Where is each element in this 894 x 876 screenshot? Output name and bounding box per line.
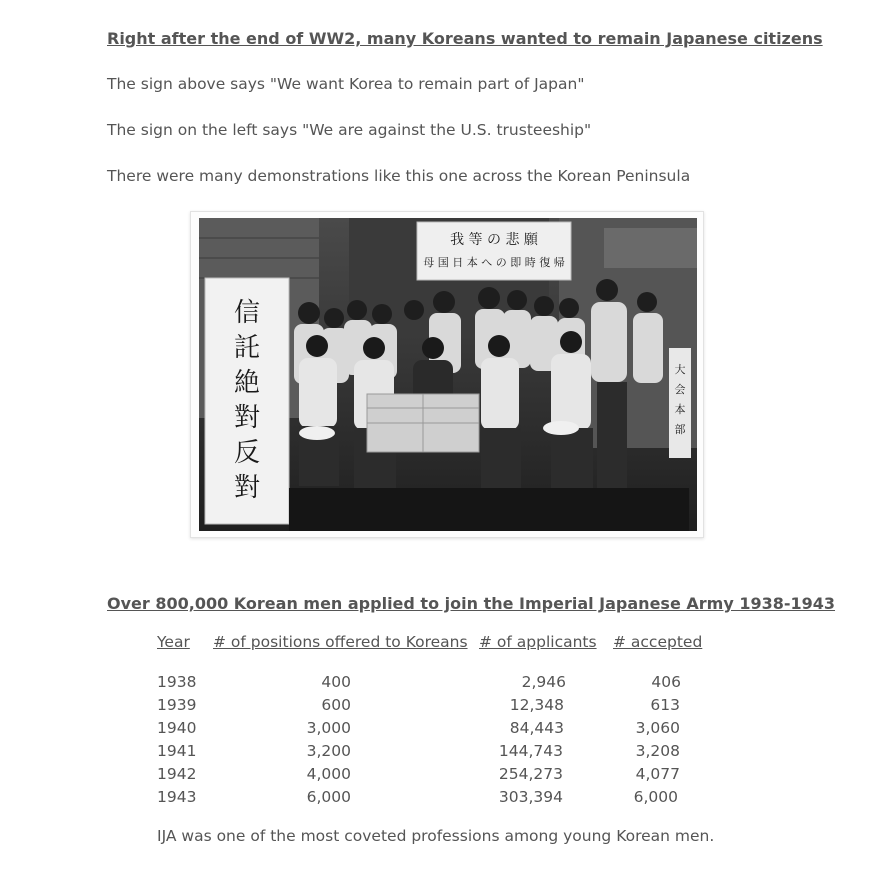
cell-year: 1940 [157, 719, 197, 737]
cell-accepted: 6,000 [633, 788, 678, 806]
banner-text-line1: 我 等 の 悲 願 [450, 232, 538, 248]
cell-applicants: 144,743 [498, 742, 563, 760]
right-sign-char-2: 会 [674, 383, 686, 396]
cell-positions: 4,000 [306, 765, 351, 783]
section-heading-ija: Over 800,000 Korean men applied to join the Imperial Japanese Army 1938-1943 [107, 594, 836, 613]
cell-applicants: 12,348 [509, 696, 564, 714]
left-sign-char-6: 對 [233, 473, 261, 503]
left-sign-char-4: 對 [233, 403, 261, 433]
footnote: IJA was one of the most coveted professions among young Korean men. [157, 827, 715, 845]
cell-positions: 3,000 [306, 719, 351, 737]
right-sign-char-4: 部 [674, 423, 686, 436]
cell-accepted: 3,208 [635, 742, 680, 760]
cell-accepted: 4,077 [635, 765, 680, 783]
cell-accepted: 406 [651, 673, 681, 691]
table-header-applicants: # of applicants [479, 633, 597, 651]
left-sign-char-5: 反 [233, 438, 261, 468]
right-sign-char-1: 大 [674, 363, 686, 376]
right-sign-char-3: 本 [674, 403, 686, 416]
cell-positions: 3,200 [306, 742, 351, 760]
cell-applicants: 303,394 [498, 788, 563, 806]
cell-positions: 600 [321, 696, 351, 714]
section-heading-ww2: Right after the end of WW2, many Koreans wanted to remain Japanese citizens [107, 29, 823, 48]
cell-year: 1938 [157, 673, 197, 691]
cell-year: 1942 [157, 765, 197, 783]
paragraph-sign-left: The sign on the left says "We are against the U.S. trusteeship" [107, 121, 592, 139]
table-header-positions: # of positions offered to Koreans [213, 633, 468, 651]
cell-year: 1943 [157, 788, 197, 806]
left-sign-char-3: 絶 [233, 368, 261, 398]
cell-applicants: 84,443 [509, 719, 564, 737]
cell-applicants: 2,946 [521, 673, 566, 691]
cell-year: 1941 [157, 742, 197, 760]
historical-photo [190, 211, 704, 538]
cell-accepted: 613 [650, 696, 680, 714]
left-sign-char-2: 託 [233, 333, 261, 363]
cell-positions: 400 [321, 673, 351, 691]
banner-text-line2: 母 国 日 本 へ の 即 時 復 帰 [423, 256, 565, 269]
cell-accepted: 3,060 [635, 719, 680, 737]
table-header-accepted: # accepted [613, 633, 703, 651]
cell-positions: 6,000 [306, 788, 351, 806]
cell-year: 1939 [157, 696, 197, 714]
paragraph-sign-above: The sign above says "We want Korea to remain part of Japan" [107, 75, 585, 93]
left-sign-char-1: 信 [233, 298, 261, 328]
table-header-year: Year [157, 633, 190, 651]
paragraph-demonstrations: There were many demonstrations like this one across the Korean Peninsula [107, 167, 691, 185]
cell-applicants: 254,273 [498, 765, 563, 783]
photo-illustration [199, 218, 697, 531]
